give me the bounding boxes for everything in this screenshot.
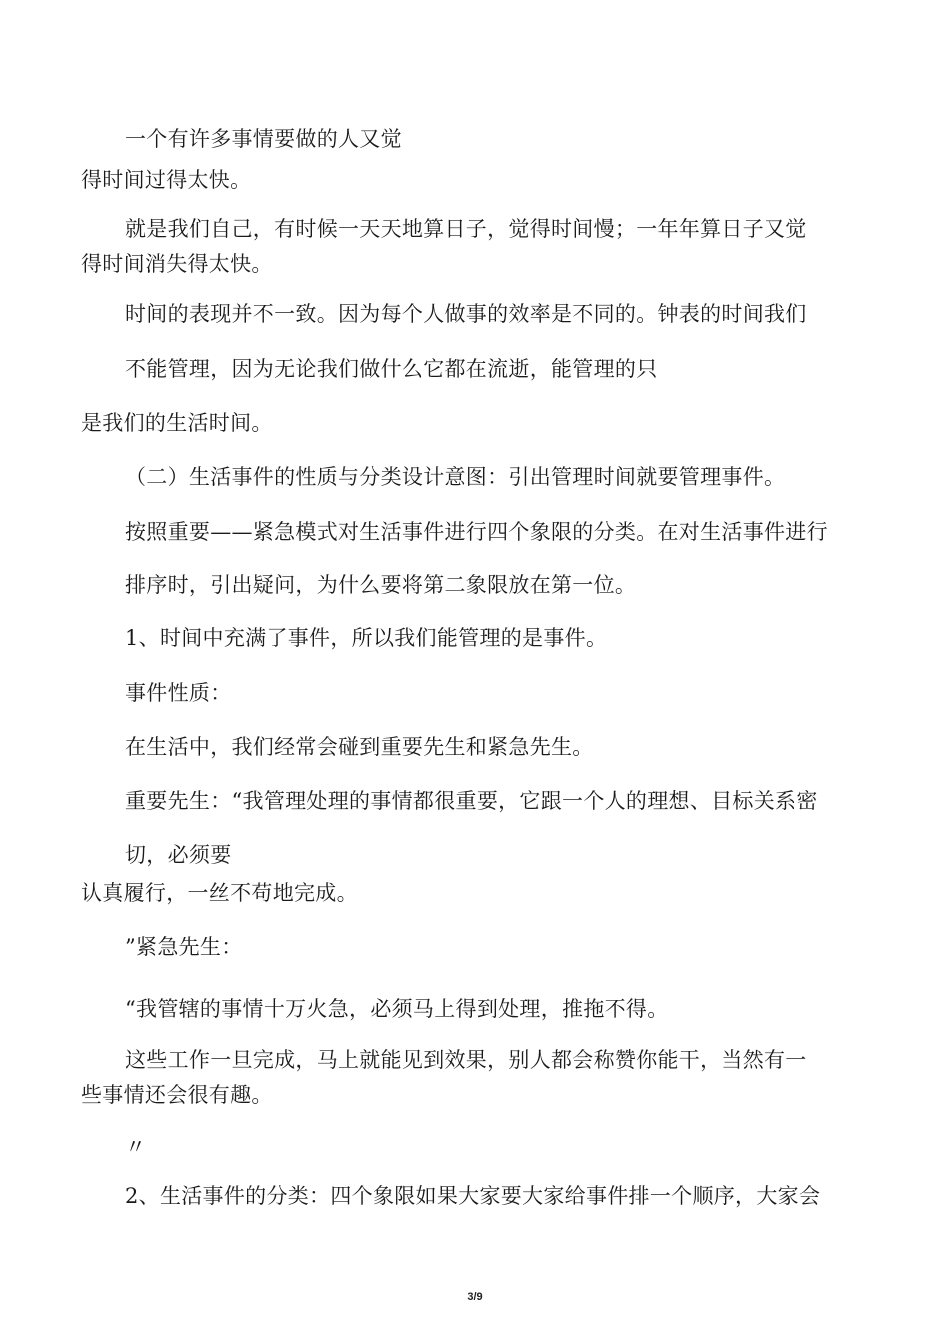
text-line: 就是我们自己，有时候一天天地算日子，觉得时间慢；一年年算日子又觉 xyxy=(125,217,807,241)
text-line: 在生活中，我们经常会碰到重要先生和紧急先生。 xyxy=(125,735,594,759)
text-line: 切，必须要 xyxy=(125,843,232,867)
text-line: ”紧急先生： xyxy=(125,935,243,959)
text-line: 〃 xyxy=(125,1135,147,1159)
section-heading: （二）生活事件的性质与分类设计意图：引出管理时间就要管理事件。 xyxy=(125,465,786,489)
text-line: 事件性质： xyxy=(125,681,232,705)
text-line: 2、生活事件的分类：四个象限如果大家要大家给事件排一个顺序，大家会 xyxy=(125,1184,821,1208)
text-line: 些事情还会很有趣。 xyxy=(81,1083,273,1107)
page-number: 3/9 xyxy=(467,1291,483,1303)
text-line: 排序时，引出疑问，为什么要将第二象限放在第一位。 xyxy=(125,573,637,597)
text-line: 按照重要——紧急模式对生活事件进行四个象限的分类。在对生活事件进行 xyxy=(125,520,828,544)
text-line: 得时间过得太快。 xyxy=(81,168,252,192)
text-line: 时间的表现并不一致。因为每个人做事的效率是不同的。钟表的时间我们 xyxy=(125,302,807,326)
text-line: 不能管理，因为无论我们做什么它都在流逝，能管理的只 xyxy=(125,357,658,381)
text-line: 是我们的生活时间。 xyxy=(81,411,273,435)
text-line: 一个有许多事情要做的人又觉 xyxy=(125,127,402,151)
text-line: 1、时间中充满了事件，所以我们能管理的是事件。 xyxy=(125,626,608,650)
text-line: 重要先生：“我管理处理的事情都很重要，它跟一个人的理想、目标关系密 xyxy=(125,789,818,813)
text-line: “我管辖的事情十万火急，必须马上得到处理，推拖不得。 xyxy=(125,997,669,1021)
text-line: 得时间消失得太快。 xyxy=(81,252,273,276)
text-line: 这些工作一旦完成，马上就能见到效果，别人都会称赞你能干，当然有一 xyxy=(125,1048,807,1072)
text-line: 认真履行，一丝不苟地完成。 xyxy=(81,881,358,905)
